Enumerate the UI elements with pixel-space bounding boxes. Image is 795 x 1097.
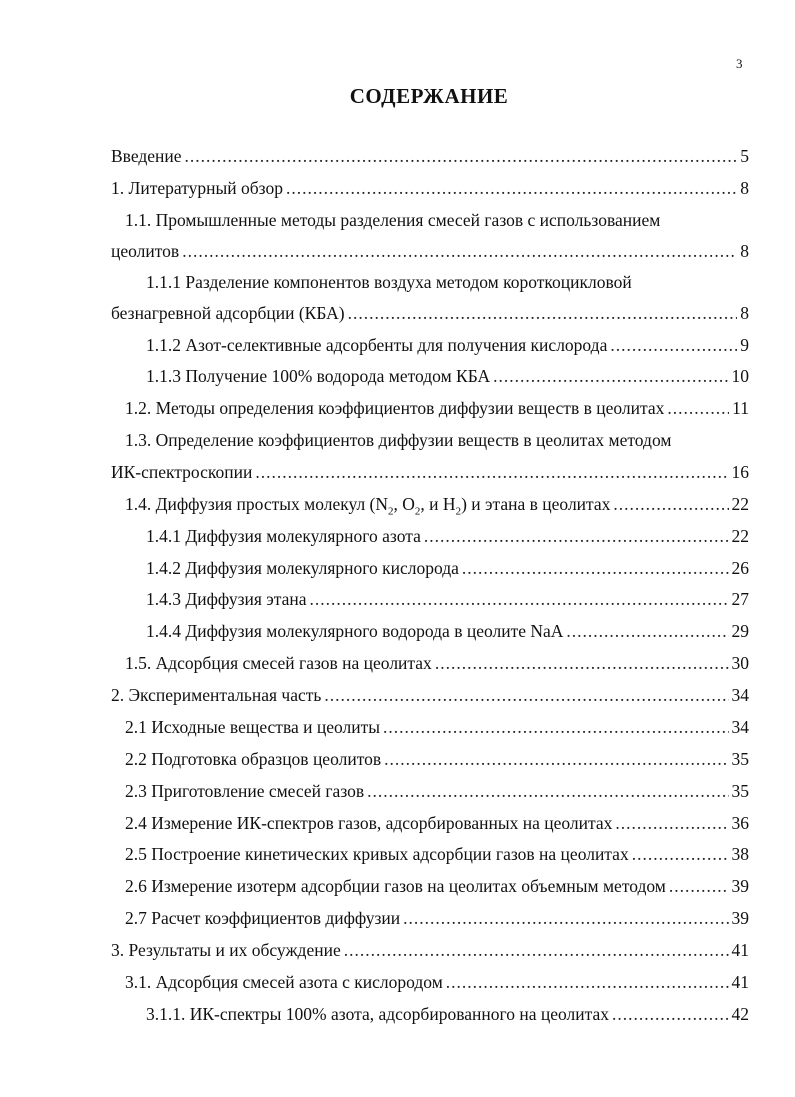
toc-label: 1.4.2 Диффузия молекулярного кислорода	[146, 558, 459, 578]
toc-entry-2-1	[125, 709, 749, 739]
toc-page: 22	[731, 526, 749, 546]
toc-page: 41	[731, 972, 749, 992]
dot-leader	[348, 301, 738, 325]
dot-leader	[344, 938, 729, 962]
toc-page: 5	[740, 146, 749, 166]
toc-entry-1-1-1-line2	[111, 295, 749, 325]
toc-label: 1.4.4 Диффузия молекулярного водорода в цеолите NaA	[146, 621, 564, 641]
toc-entry-1-3-line2	[111, 454, 749, 484]
toc-page: 8	[740, 303, 749, 323]
toc-page: 8	[740, 178, 749, 198]
dot-leader	[615, 811, 728, 835]
toc-entry-2-3	[125, 773, 749, 803]
dot-leader	[403, 906, 728, 930]
dot-leader	[255, 460, 728, 484]
toc-page: 35	[731, 781, 749, 801]
dot-leader	[310, 587, 729, 611]
dot-leader	[669, 874, 729, 898]
toc-label: 1. Литературный обзор	[111, 178, 283, 198]
toc-page: 39	[731, 908, 749, 928]
toc-label: 1.4. Диффузия простых молекул ($N_2$, $O_2$, и $H_2$) и этана в цеолитах	[125, 494, 611, 518]
toc-entry-1-5	[125, 645, 749, 675]
page-number: 3	[736, 56, 743, 71]
dot-leader	[185, 144, 738, 168]
dot-leader	[667, 396, 729, 420]
toc-page: 16	[731, 462, 749, 482]
toc-entry-1-2	[125, 390, 749, 420]
toc-label: ИК-спектроскопии	[111, 462, 253, 482]
toc-label: 2.3 Приготовление смесей газов	[125, 781, 365, 801]
toc-entry-1-4-2	[146, 550, 749, 580]
toc-entry-introduction	[111, 138, 749, 168]
toc-page: 42	[731, 1004, 749, 1024]
dot-leader	[324, 683, 728, 707]
dot-leader	[610, 333, 737, 357]
toc-page: 26	[731, 558, 749, 578]
dot-leader	[367, 779, 728, 803]
toc-page: 30	[731, 653, 749, 673]
toc-page: 41	[731, 940, 749, 960]
toc-label: 1.1.3 Получение 100% водорода методом КБА	[146, 366, 491, 386]
toc-page: 8	[740, 241, 749, 261]
toc-label: 1.1.1 Разделение компонентов воздуха методом короткоцикловой	[146, 272, 632, 292]
toc-page: 29	[731, 621, 749, 641]
toc-page: 27	[731, 589, 749, 609]
toc-entry-1-1-2	[146, 327, 749, 357]
dot-leader	[632, 842, 729, 866]
toc-page: 22	[731, 494, 749, 514]
toc-label: 3.1. Адсорбция смесей азота с кислородом	[125, 972, 443, 992]
toc-entry-1-1-1-line1	[146, 264, 749, 294]
toc-entry-2	[111, 677, 749, 707]
dot-leader	[446, 970, 729, 994]
toc-label: цеолитов	[111, 241, 180, 261]
toc-entry-1-1-line2	[111, 233, 749, 263]
toc-label: 2.4 Измерение ИК-спектров газов, адсорбированных на цеолитах	[125, 813, 613, 833]
toc-entry-2-6	[125, 868, 749, 898]
toc-entry-1-3-line1	[125, 422, 749, 452]
toc-label: 1.2. Методы определения коэффициентов диффузии веществ в цеолитах	[125, 398, 665, 418]
toc-page: 10	[731, 366, 749, 386]
toc-label: 2.6 Измерение изотерм адсорбции газов на цеолитах объемным методом	[125, 876, 666, 896]
toc-label: 3. Результаты и их обсуждение	[111, 940, 341, 960]
toc-label: 1.1. Промышленные методы разделения смесей газов с использованием	[125, 210, 661, 230]
toc-page: 35	[731, 749, 749, 769]
toc-entry-1-1-3	[146, 358, 749, 388]
toc-page: 36	[731, 813, 749, 833]
toc-entry-1-4-1	[146, 518, 749, 548]
toc-entry-1-1-line1	[125, 202, 749, 232]
toc-page: 9	[740, 335, 749, 355]
dot-leader	[613, 492, 728, 516]
toc-label: 3.1.1. ИК-спектры 100% азота, адсорбированного на цеолитах	[146, 1004, 609, 1024]
dot-leader	[566, 619, 728, 643]
toc-page: 11	[732, 398, 749, 418]
toc-page: 34	[731, 717, 749, 737]
toc-label: безнагревной адсорбции (КБА)	[111, 303, 345, 323]
dot-leader	[424, 524, 729, 548]
toc-entry-3	[111, 932, 749, 962]
toc-label: 1.3. Определение коэффициентов диффузии веществ в цеолитах методом	[125, 430, 672, 450]
toc-label: 2.2 Подготовка образцов цеолитов	[125, 749, 382, 769]
toc-entry-1-4-3	[146, 581, 749, 611]
toc-page: 38	[731, 844, 749, 864]
toc-page: 34	[731, 685, 749, 705]
toc-label: 1.4.1 Диффузия молекулярного азота	[146, 526, 421, 546]
dot-leader	[612, 1002, 729, 1026]
toc-entry-2-2	[125, 741, 749, 771]
toc-entry-2-4	[125, 805, 749, 835]
toc-label: Введение	[111, 146, 182, 166]
dot-leader	[383, 715, 728, 739]
toc-entry-2-7	[125, 900, 749, 930]
toc-label: 2.5 Построение кинетических кривых адсорбции газов на цеолитах	[125, 844, 629, 864]
page-title: СОДЕРЖАНИЕ	[349, 84, 509, 108]
dot-leader	[286, 176, 737, 200]
toc-label: 1.1.2 Азот-селективные адсорбенты для получения кислорода	[146, 335, 608, 355]
dot-leader	[182, 239, 737, 263]
toc-label: 2. Экспериментальная часть	[111, 685, 322, 705]
toc-page: 39	[731, 876, 749, 896]
toc-label: 2.7 Расчет коэффициентов диффузии	[125, 908, 401, 928]
toc-entry-1-4-4	[146, 613, 749, 643]
dot-leader	[493, 364, 728, 388]
dot-leader	[462, 556, 729, 580]
toc-entry-3-1	[125, 964, 749, 994]
toc-label: 2.1 Исходные вещества и цеолиты	[125, 717, 381, 737]
toc-entry-2-5	[125, 836, 749, 866]
toc-entry-3-1-1	[146, 996, 749, 1026]
dot-leader	[435, 651, 729, 675]
dot-leader	[384, 747, 728, 771]
toc-label: 1.4.3 Диффузия этана	[146, 589, 307, 609]
toc-entry-1	[111, 170, 749, 200]
toc-entry-1-4	[125, 486, 749, 516]
toc-label: 1.5. Адсорбция смесей газов на цеолитах	[125, 653, 432, 673]
